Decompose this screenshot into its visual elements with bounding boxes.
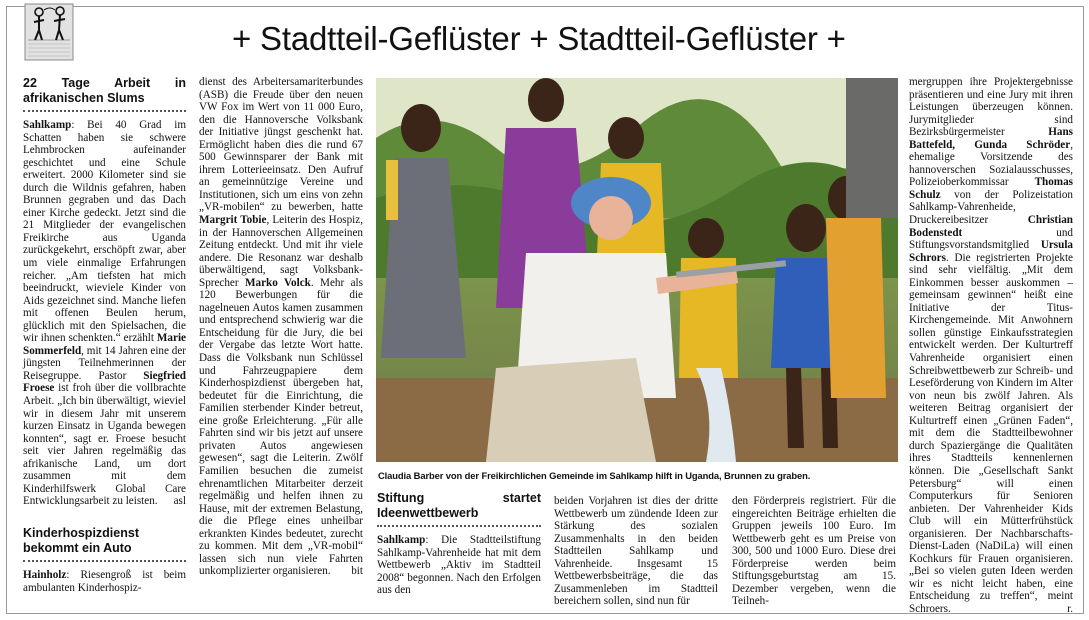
- body-text: , mit 14 Jahren eine der jüngsten Teilnehmerinnen der Reisegruppe. Pastor: [23, 344, 186, 382]
- column-4: [554, 495, 718, 608]
- masthead-title: + Stadtteil-Geflüster + Stadtteil-Geflüster +: [232, 20, 846, 57]
- headline-divider: [23, 108, 186, 112]
- photo-illustration: [376, 78, 898, 462]
- dateline-sahlkamp: Sahlkamp: [377, 534, 426, 546]
- article-body-hospiz: [199, 76, 363, 578]
- person-name: Marie Sommerfeld: [23, 332, 186, 357]
- uganda-well-photo: [376, 78, 898, 462]
- body-text: und Stiftungsvorstandsmitglied: [909, 226, 1073, 252]
- photo-caption: Claudia Barber von der Freikirchlichen Gemeinde im Sahlkamp hilft in Uganda, Brunnen zu graben.: [378, 470, 811, 481]
- headline-divider: [377, 523, 541, 527]
- article-body-hospiz-intro: [23, 569, 186, 594]
- person-name: Siegfried Froese: [23, 369, 186, 395]
- column-1: [23, 76, 186, 594]
- article-body-stiftung-cont: den Förderpreis registriert. Für die eingereichten Beiträge erhielten die Gruppen jeweils 100 Euro. Im Wettbewerb geht es um Preise von 300, 500 und 1000 Euro. Diese drei Förderpreise werden beim Stiftungsgeburtstag am 15. Dezember vergeben, wenn die Teilneh-: [732, 495, 896, 608]
- article-headline-stiftung: Stiftung startet Ideenwettbewerb: [377, 491, 541, 520]
- person-name: Thomas Schulz: [909, 176, 1073, 201]
- person-name: Margrit Tobie: [199, 214, 267, 227]
- author-signature: r.: [1067, 603, 1073, 616]
- column-2: [199, 76, 363, 578]
- column-6: [909, 76, 1073, 616]
- dateline-sahlkamp: Sahlkamp: [23, 119, 72, 131]
- body-text: : Bei 40 Grad im Schatten haben sie schwere Lehmbrocken aufeinander geschichtet und eine Schule erweitert. 2000 Kilometer sind sie durch die Wildnis gefahren, haben Brunnen gegraben und das Dach einer Kirche gedeckt. Jetzt sind die 21 Mitglieder der evangelischen Freikirche aus Uganda zurückgekehrt, erschöpft zwar, aber um viele einmalige Erfahrungen reicher. „Am tiefsten hat mich beeindruckt, wieviele Kinder von Aids gezeichnet sind. Manche liefen mit offenen Beulen herum, glücklich mit den Spielsachen, die wir ihnen schenkten.“ erzählt: [23, 119, 186, 345]
- article-body-uganda: [23, 119, 186, 508]
- author-signature: bit: [351, 565, 363, 578]
- article-body-stiftung: [377, 534, 541, 597]
- body-text: ist froh über die vollbrachte Arbeit. „Ich bin überwältigt, wieviel wir in diesem Jahr mit unserem kurzen Einsatz in Uganda bewegen konnten“, sagt er. Froese besucht seit vier Jahren regelmäßig das afrikanische Land, um dort zusammen mit dem Kinderhilfswerk Global Care Entwicklungsarbeit zu leisten.: [23, 382, 186, 508]
- body-text: . Mehr als 120 Bewerbungen für die nagelneuen Autos kamen zusammen und entsprechend schwierig war die Entscheidung für die Jury, die bei der Vergabe das letzte Wort hatte. Dass die Volksbank nun Schlüssel und Fahrzeugpapiere dem Kinderhospizdienst übergeben hat, bedeutet für die Einrichtung, die Familien sterbender Kinder betreut, eine große Erleichterung. „Für alle Fahrten sind wir bis jetzt auf unsere privaten Autos angewiesen gewesen“, sagt die Leiterin. Zwölf Familien besuchen die zumeist ehrenamtlichen Mitarbeiter derzeit regelmäßig und helfen ihnen zu Hause, mit der extremen Belastung, die die Pflege eines unheilbar erkrankten Kindes bedeutet, zurecht zu kommen. Mit dem „VR-mobil“ lassen sich nun viele Fahrten unkomplizierter organisieren.: [199, 276, 363, 578]
- stadtteil-gefluester-logo-icon: [24, 0, 74, 62]
- article-body-stiftung-jury: [909, 76, 1073, 616]
- body-text: dienst des Arbeitersamariterbundes (ASB) die Freude über den neuen VW Fox im Wert von 11 000 Euro, den die Hannoversche Volksbank der Initiative jüngst geschenkt hat. Ermöglicht haben dies die rund 67 500 Gewinnsparer der Bank mit ihrem Lotterieeinsatz. Den Aufruf an gemeinnützige Vereine und Institutionen, sich um eins von zehn „VR-mobilen“ zu bewerben, hatte: [199, 76, 363, 214]
- dateline-hainholz: Hainholz: [23, 569, 67, 581]
- person-name: Marko Volck: [245, 276, 311, 289]
- person-name: Ursula Schrors: [909, 239, 1073, 264]
- body-text: , ehemalige Vorsitzende des hannoverschen Sozialausschusses, Polizeioberkommissar: [909, 138, 1073, 189]
- column-3: [377, 491, 541, 597]
- person-name: Christian Bodenstedt: [909, 214, 1073, 239]
- headline-divider: [23, 558, 186, 562]
- article-body-stiftung-cont: beiden Vorjahren ist dies der dritte Wettbewerb um zündende Ideen zur Stärkung des sozialen Zusammenhalts in den beiden Stadtteilen Sahlkamp und Vahrenheide. Insgesamt 15 Wettbewerbsbeiträge, die das Zusammenleben im Stadtteil bereichern sollen, sind nun für: [554, 495, 718, 608]
- body-text: : Riesengroß ist beim ambulanten Kinderhospiz-: [23, 569, 186, 594]
- column-5: [732, 495, 896, 608]
- article-headline-hospiz: Kinderhospizdienst bekommt ein Auto: [23, 526, 139, 555]
- author-signature: asl: [173, 495, 186, 508]
- person-name: Hans Battefeld, Gunda Schröder: [909, 126, 1073, 151]
- body-text: . Die registrierten Projekte sind sehr vielfältig. „Mit dem Einkommen besser auskommen – gemeinsam gewinnen“ heißt eine Initiative der Titus-Kirchengemeinde. Mit Anwohnern sollen günstige Einkaufsstrategien entwickelt werden. Der Kulturtreff Vahrenheide organisiert einen Schreibwettbewerb zur Schreib- und Leseförderung von Kindern im Alter von neun bis zwölf Jahren. Als weiteren Beitrag organisiert der Kulturtreff einen „Grünen Faden“, mit dem die Stadtteilbewohner durch Spaziergänge die Qualitäten ihres Stadtteils kennenlernen können. Die „Gesellschaft Sankt Petersburg“ will einen Computerkurs für Senioren anbieten. Der Vahrenheider Kids Club will ein Mütterfrühstück organisieren. Der Nachbarschafts-Dienst-Laden (NaDiLa) will einen Kochkurs für Frauen organisieren. „Bei so vielen guten Ideen werden wir es nicht leicht haben, eine Entscheidung zu treffen“, meint Schroers.: [909, 251, 1073, 615]
- body-text: mergruppen ihre Projektergebnisse präsentieren und eine Jury mit ihren Leistungen überzeugen können. Jurymitglieder sind Bezirksbürgermeister: [909, 76, 1073, 139]
- body-text: : Die Stadtteilstiftung Sahlkamp-Vahrenheide hat mit dem Wettbewerb „Aktiv im Stadtteil 2008“ begonnen. Nach den Erfolgen aus den: [377, 534, 541, 597]
- body-text: , Leiterin des Hospiz, in der Hannoverschen Allgemeinen Zeitung entdeckt. Und mit ihr viele andere. Die Resonanz war deshalb überwältigend, sagt Volksbank-Sprecher: [199, 214, 363, 289]
- body-text: von der Polizeistation Sahlkamp-Vahrenheide, Druckereibesitzer: [909, 188, 1073, 227]
- article-headline-uganda: 22 Tage Arbeit in afrikanischen Slums: [23, 76, 186, 105]
